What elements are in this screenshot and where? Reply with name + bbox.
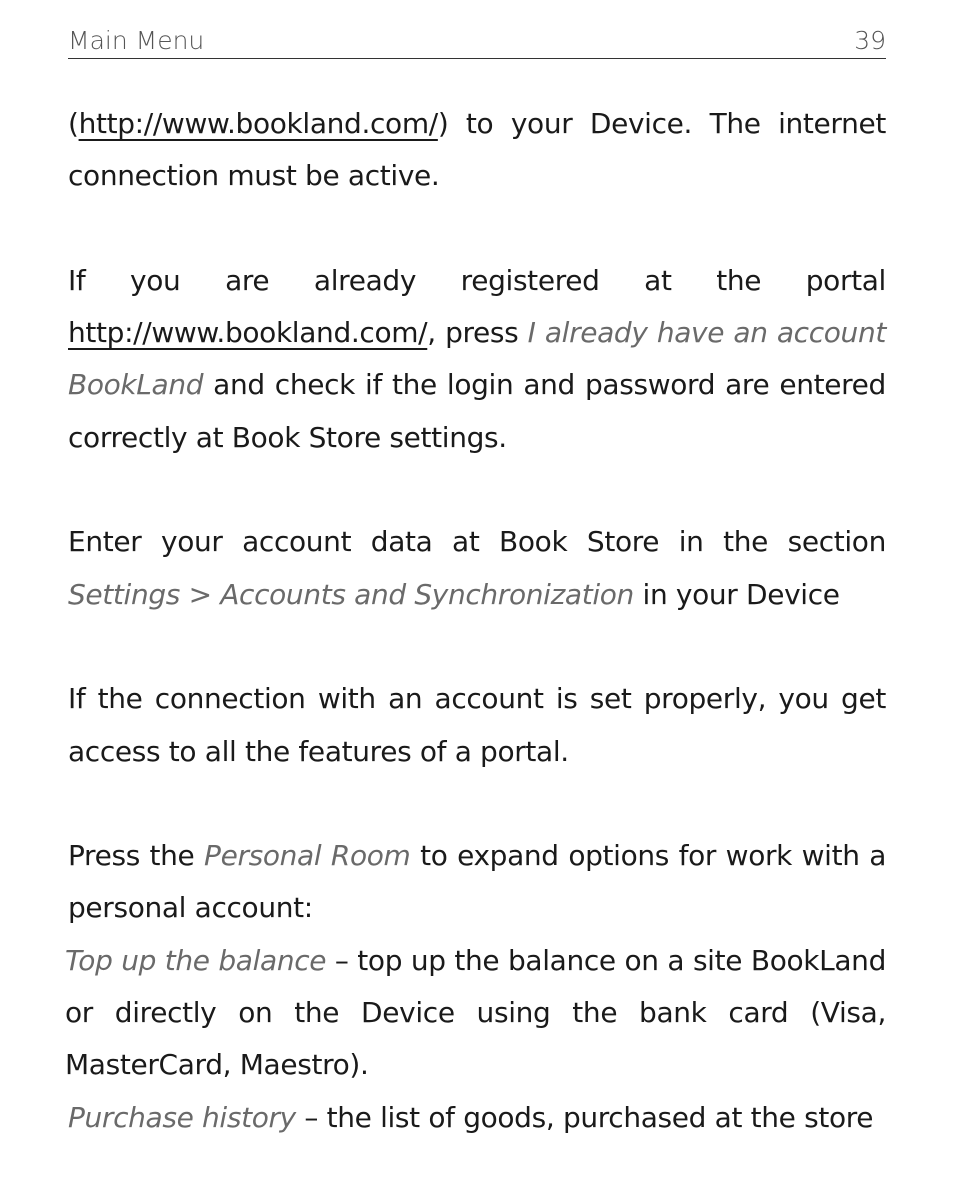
paragraph-text: – the list of goods, purchased at the store	[295, 1100, 874, 1134]
paragraph-bookland-link	[68, 98, 886, 203]
paragraph-personal-room	[68, 830, 886, 935]
paragraph-already-registered	[68, 255, 886, 464]
body-text	[65, 98, 887, 1144]
paragraph-text: to expand options for work with a personal account:	[68, 839, 887, 925]
paragraph-text: Press the	[68, 839, 205, 873]
menu-option-emphasis: I already have an account BookLand	[68, 316, 886, 402]
paragraph-enter-account	[68, 516, 886, 621]
page-number: 39	[854, 26, 886, 55]
personal-room-emphasis: Personal Room	[204, 839, 411, 873]
paragraph-connection-set	[68, 673, 886, 778]
paragraph-purchase-history	[68, 1092, 886, 1144]
paragraph-text: ) to your Device. The internet connection must be active.	[68, 107, 886, 193]
paragraph-text: and check if the login and password are entered correctly at Book Store settings.	[68, 368, 886, 454]
paragraph-top-up-balance	[65, 935, 886, 1092]
open-paren: (	[68, 107, 79, 140]
paragraph-text: Enter your account data at Book Store in the section	[68, 525, 886, 559]
paragraph-text: – top up the balance on a site BookLand or directly on the Device using the bank card (Visa, MasterCard, Maestro).	[65, 943, 886, 1082]
bookland-url-link[interactable]: http://www.bookland.com/	[68, 316, 428, 350]
purchase-history-emphasis: Purchase history	[68, 1100, 296, 1134]
paragraph-text: If the connection with an account is set properly, you get access to all the features of a portal.	[68, 682, 886, 768]
top-up-emphasis: Top up the balance	[65, 943, 327, 977]
section-title: Main Menu	[68, 26, 205, 55]
bookland-url-link[interactable]: http://www.bookland.com/	[78, 107, 438, 140]
settings-path-emphasis: Settings > Accounts and Synchronization	[68, 577, 634, 611]
paragraph-text: in your Device	[633, 577, 840, 611]
paragraph-text: , press	[427, 316, 528, 350]
page-header	[68, 24, 886, 59]
paragraph-text: If you are already registered at the portal	[68, 263, 886, 297]
